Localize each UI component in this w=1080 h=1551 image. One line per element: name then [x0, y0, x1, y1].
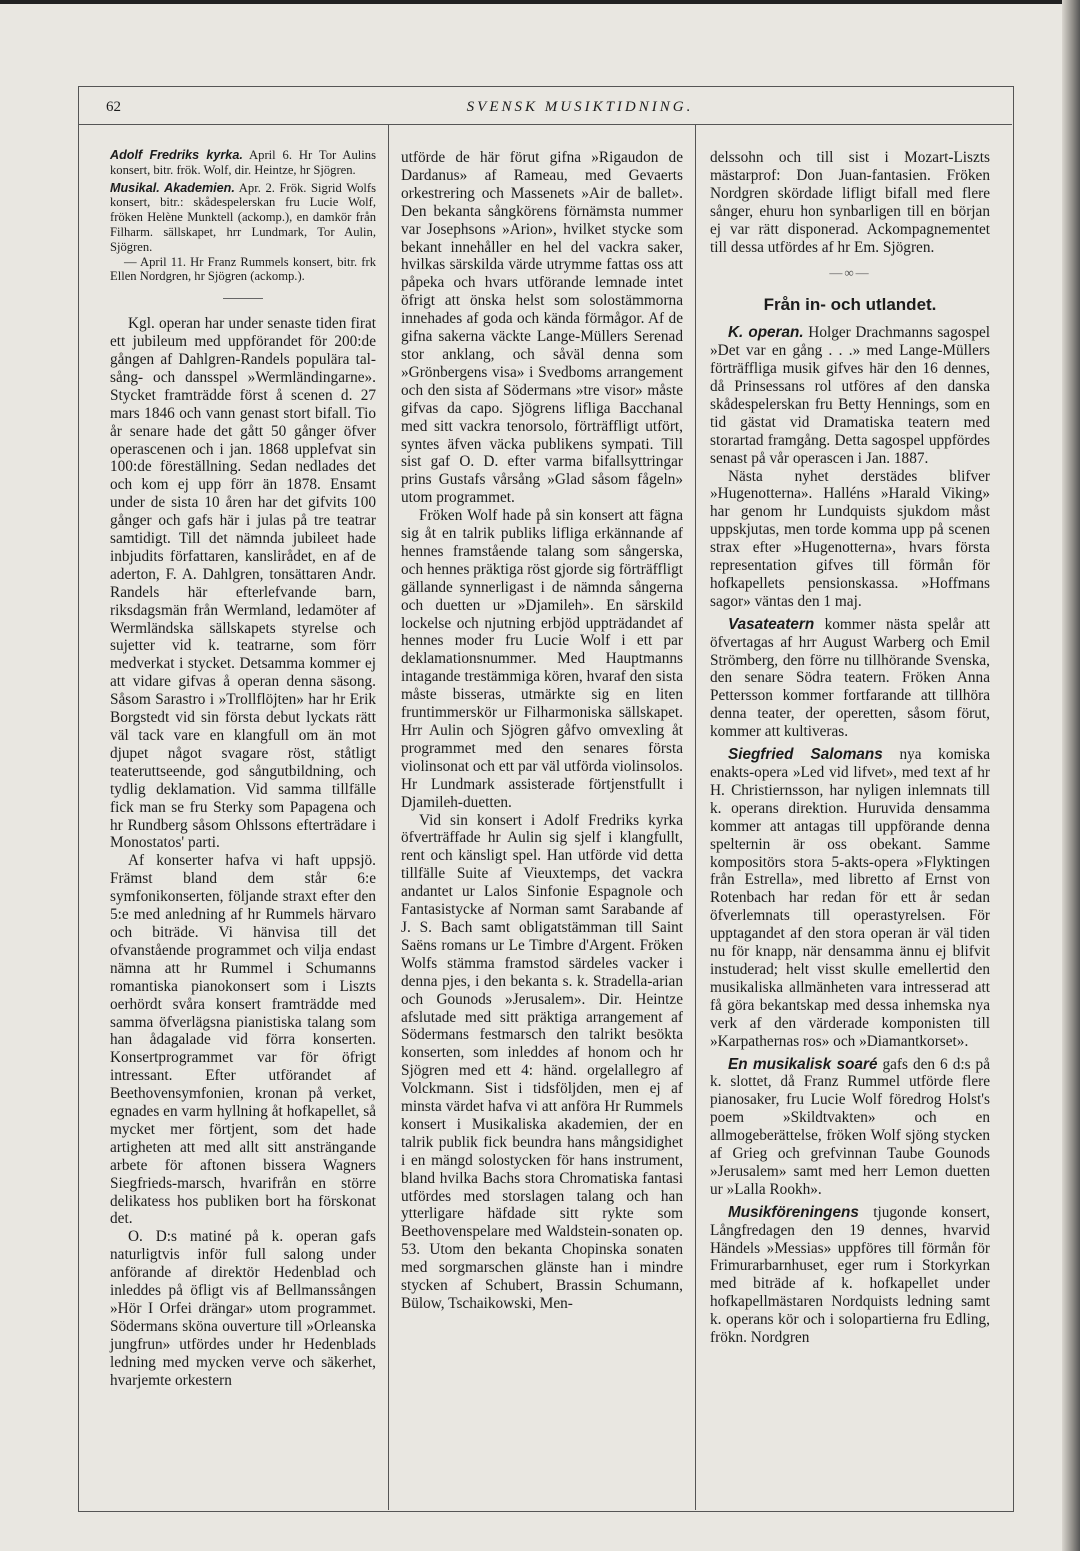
column-rule-2	[695, 125, 696, 1510]
news-lead: Vasateatern	[728, 615, 815, 633]
section-divider	[223, 298, 263, 299]
news-item-soare	[710, 1056, 990, 1199]
notice-text: April 6. Hr Tor Aulins konsert, bitr. frök. Wolf, dir. Heintze, hr Sjögren.	[110, 148, 376, 177]
article-paragraph: O. D:s matiné på k. operan gafs naturligtvis inför full salong under anförande af direktör Hedenblad och inleddes på öfligt vis af Bellmanssången »Hör I Orfei drängar» utom programmet. Södermans sköna ouverture till »Orleanska jungfrun» utfördes under hr Hedenblads ledning med mycken verve och säkerhet, hvarjemte orkestern	[110, 1228, 376, 1389]
notice-april-11	[110, 255, 376, 285]
news-lead: Musikföreningens	[728, 1203, 859, 1221]
article-paragraph: utförde de här förut gifna »Rigaudon de Dardanus» af Rameau, med Gevaerts orkestrering och Massenets »Air de ballet». Den bekanta sångkörens förnämsta nummer var Josephsons »Arion», hvilket stycke som bekant innehåller en hel del vackra saker, hvilkas särskilda värde utrymme fattas oss att påpeka och hvars utförande lemnade intet öfrigt att önska helst som solostämmorna innehades af goda och kända förmågor. Af de gifna sakerna väckte Lange-Müllers Serenad stor anklang, och såväl denna som »Grönbergens visa» i Svedboms arrangement och den sista af Södermans »tre visor» måste gifvas da capo. Sjögrens lifliga Bacchanal med sitt vackra tenorsolo, förträffligt utfört, syntes äfven väcka publikens sympati. Till sist gaf O. D. efter varma bifallsyttringar prins Gustafs vårsång »Glad såsom fågeln» utom programmet.	[401, 149, 683, 507]
news-text: Holger Drachmanns sagospel »Det var en gång . . .» med Lange-Müllers förträffliga musik gifves här den 16 dennes, då Prinsessans rol utföres af den danska skådespelerskan fru Betty Hennings, som en tid gästat vid Dramatiska teatern med storartad framgång. Detta sagospel uppfördes senast på vår operascen i Jan. 1887.	[710, 324, 991, 467]
scan-edge-right	[1062, 0, 1080, 1551]
scan-edge-top	[0, 0, 1080, 4]
news-item-musikforeningen	[710, 1204, 990, 1347]
news-item-k-operan	[710, 324, 990, 467]
running-title: SVENSK MUSIKTIDNING.	[466, 99, 694, 115]
article-paragraph: Vid sin konsert i Adolf Fredriks kyrka öfverträffade hr Aulin sig sjelf i klangfullt, rent och känsligt spel. Han utförde vid detta tillfälle Suite af Vieuxtemps, det vackra andantet ur Lalos Sinfonie Espagnole och Fantasistycke af Norman samt Sarabande af J. S. Bach samt obligatstämman till Saint Saëns romans ur Le Timbre d'Argent. Fröken Wolfs stämma framstod särdeles vacker i denna pjes, i den bekanta s. k. Stradella-arian och Gounods »Jerusalem». Dir. Heintze afslutade med sitt präktiga arrangement af Södermans festmarsch den talrikt besökta konserten, som inleddes af honom och hr Sjögren med ett 4: händ. orgelallegro af Volckmann. Sist i tidsföljden, men ej af minsta värdet hafva vi att anföra Hr Rummels konsert i Musikaliska akademien, der en talrik publik fick beundra hans mångsidighet i en mängd solostycken för hans instrument, bland hvilka Bachs stora Chromatiska fantasi utfördes med storslagen talang och han ytterligare häfdade sitt rykte som Beethovenspelare med Waldstein-sonaten op. 53. Utom den bekanta Chopinska sonaten med sorgmarschen glänste han i mindre stycken af Schubert, Brassin Schumann, Bülow, Tschaikowski, Men-	[401, 811, 683, 1312]
column-1	[110, 148, 376, 1390]
news-text: gafs den 6 d:s på k. slottet, då Franz Rummel utförde flere pianosaker, fru Lucie Wolf föredrog Holst's poem »Skildtvakten» och en allmogeberättelse, fröken Wolf sjöng stycken af Grieg och grefvinnan Taube Gounods »Jerusalem» samt med herr Lemon duetten ur »Lalla Rookh».	[710, 1055, 990, 1198]
notice-lead: Adolf Fredriks kyrka.	[110, 148, 243, 162]
page-number: 62	[106, 99, 121, 115]
ornament-divider: —∞—	[829, 265, 871, 281]
concert-notices	[110, 148, 376, 284]
article-paragraph: Nästa nyhet derstädes blifver »Hugenotterna». Halléns »Harald Viking» har genom hr Lundquists sjukdom måst uppskjutas, men torde komma upp på scenen strax efter »Hugenotterna», hvars första representation gifves till förmån för hofkapellets pensionskassa. »Hoffmans sagor» väntas den 1 maj.	[710, 467, 990, 610]
news-item-vasateatern	[710, 616, 990, 741]
news-text: tjugonde konsert, Långfredagen den 19 dennes, hvarvid Händels »Messias» uppföres till förmån för Frimurarbarnhuset, eger rum i Storkyrkan med biträde af k. hofkapellet under hofkapellmästaren Nordquists ledning samt k. operans kör och i solopartierna fru Edling, frökn. Nordgren	[710, 1203, 990, 1347]
news-text: kommer nästa spelår att öfvertagas af hrr August Warberg och Emil Strömberg, den förre nu tillhörande Svenska, den senare Södra teatern. Fröken Anna Pettersson kommer fortfarande att tillhöra denna teater, der operetten, såsom förut, kommer att kultiveras.	[710, 615, 990, 741]
news-text: nya komiska enakts-opera »Led vid lifvet», med text af hr H. Christiernsson, har nyligen inlemnats till k. operans direktion. Huruvida densamma kommer att antagas till uppförande denna spelternin är oss obekant. Samme kompositörs stora 5-akts-opera »Flyktingen från Estrella», med libretto af Ernst von Rotenbach har redan för ett år sedan öfverlemnats till operastyrelsen. För upptagandet af den stora operan är väl tiden nu för knapp, när densamma ännu ej blifvit instuderad; helt visst skulle emellertid den musikaliska allmänheten vara intresserad att få göra bekantskap med dessa inhemska nya verk af den värderade komponisten till »Karpathernas ros» och »Diamantkorset».	[710, 746, 991, 1050]
news-lead: Siegfried Salomans	[728, 746, 883, 764]
article-paragraph: Kgl. operan har under senaste tiden firat ett jubileum med uppförandet för 200:de gången af Dahlgren-Randels populära tal- sång- och dansspel »Wermländingarne». Stycket framträdde först å scenen d. 27 mars 1846 och vann genast stort bifall. Tio år senare hade det gått 50 gånger öfver operascenen och i jan. 1868 upplefvat sin 100:de föreställning. Sedan nedlades det och kom ej upp förr än 1878. Ensamt under de sista 10 åren har det gifvits 100 gånger och gafs här i julas på tre teatrar samtidigt. Till det nämnda jubileet hade inbjudits författaren, kanslirådet, en af de aderton, F. A. Dahlgren, tonsättaren Andr. Randels här efterlefvande barn, riksdagsmän från Wermland, ledamöter af Wermländska sällskapets styrelse och sujetter vid k. teatrarne, som förr medverkat i stycket. Detsamma kommer ej att vidare gifvas å operan denna säsong. Såsom Sarastro i »Trollflöjten» har hr Erik Borgstedt vid sin första debut lyckats rätt väl tack vare en klangfull om än mot djupet något svagare röst, ståtligt teateruttseende, god sångutbildning, och tydlig deklamation. Vid samma tillfälle fick man se fru Sterky som Papagena och hr Rundberg såsom Ohlssons efterträdare i Monostatos' parti.	[110, 315, 376, 852]
column-2	[401, 149, 683, 1313]
notice-adolf-fredrik	[110, 148, 376, 178]
column-rule-1	[388, 125, 389, 1510]
news-lead: En musikalisk soaré	[728, 1055, 878, 1073]
news-lead: K. operan.	[728, 324, 804, 342]
article-paragraph: delssohn och till sist i Mozart-Liszts mästarprof: Don Juan-fantasien. Fröken Nordgren skördade lifligt bifall med flere sånger, ehuru hon synbarligen till en början ej var rätt disponerad. Ackompagnementet till dessa utfördes af hr Em. Sjögren.	[710, 149, 990, 256]
section-title: Från in- och utlandet.	[763, 295, 937, 315]
notice-musikal-akademien	[110, 181, 376, 255]
notice-lead: Musikal. Akademien.	[110, 180, 235, 195]
column-3	[710, 149, 990, 1347]
news-item-salomans	[710, 746, 990, 1050]
header-rule	[78, 124, 1012, 125]
notice-text: — April 11. Hr Franz Rummels konsert, bitr. frk Ellen Nordgren, hr Sjögren (ackomp.).	[110, 254, 376, 284]
notice-text: Apr. 2. Frök. Sigrid Wolfs konsert, bitr.: skådespelerskan fru Lucie Wolf, fröken Helène Munktell (ackomp.), en damkör från Filharm. sällskapet, hrr Lundmark, Tor Aulin, Sjögren.	[110, 180, 376, 254]
article-paragraph: Af konserter hafva vi haft uppsjö. Främst bland dem står 6:e symfonikonserten, följande straxt efter den 5:e med anledning af hr Rummels härvaro och biträde. Vi hänvisa till det ofvanstående programmet och vilja endast nämna att hr Rummel i Schumanns romantiska pianokonsert som i Liszts oerhördt svåra konsert framträdde med samma öfverlägsna pianistiska talang som han ådagalade vid förra konserten. Konsertprogrammet var för öfrigt intressant. Efter utförandet af Beethovensymfonien, kronan på verket, egnades en varm hyllning åt hofkapellet, så mycket mer förtjent, som det hade artigheten att med allt sitt ansträngande arbete för aftonen bissera Wagners Siegfrieds-marsch, hvarifrån en större delikatess hos publiken bort ha förskonat det.	[110, 852, 376, 1228]
article-paragraph: Fröken Wolf hade på sin konsert att fägna sig åt en talrik publiks lifliga erkännande af hennes framstående talang som sångerska, och hennes präktiga röst gjorde sig förträffligt gällande synnerligast i de nämnda sångerna och duetten ur »Djamileh». En särskild lockelse och njutning erbjöd uppträdandet af hennes moder fru Lucie Wolf i ett par deklamationsnummer. Med Hauptmanns intagande trestämmiga kören, hvaraf den sista måste bisseras, utmärkte sig en liten fruntimmerskör ur Filharmoniska sällskapet. Hrr Aulin och Sjögren gåfvo omvexling åt programmet med den senares första violinsonat och ett par väl utförda violinsolos. Hr Lundmark assisterade förtjenstfullt i Djamileh-duetten.	[401, 507, 683, 811]
